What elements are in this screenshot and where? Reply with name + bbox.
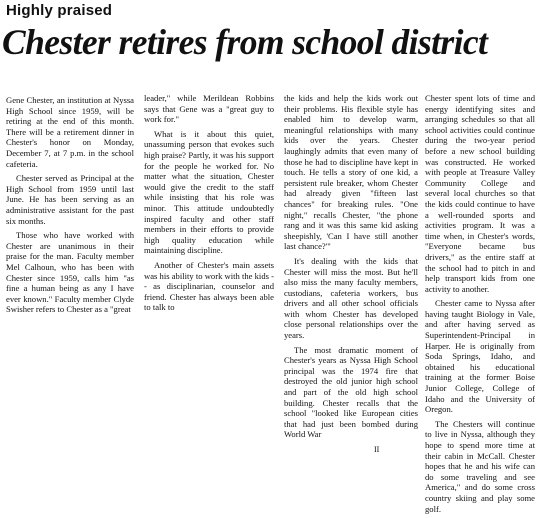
article-column-4 <box>425 93 535 518</box>
paragraph: What is it about this quiet, unassuming person that evokes such high praise? Partly, it was his support for the people he worked for. No matter what the situation, Chester would give the credit to the staff while insisting that his role was minor. This attitude undoubtedly inspired faculty and other staff members in their efforts to provide high quality education while maintaining discipline. <box>144 128 274 256</box>
paragraph: Chester spent lots of time and energy identifying sites and arranging schedules so that all school activities could continue during the two-year period before a new school building was constructed. He worked with people at Treasure Valley Community College and several local churches so that the kids could continue to have a well-rounded sports and activities program. It was a time when, in Chester's words, "Everyone became bus drivers," as the entire staff at the school had to pitch in and help transport kids from one activity to another. <box>425 93 535 294</box>
article-column-2 <box>144 93 274 317</box>
paragraph: leader," while Merildean Robbins says that Gene was a "great guy to work for." <box>144 93 274 125</box>
paragraph: the kids and help the kids work out their problems. His flexible style has enabled him to develop warm, meaningful relationships with many kids over the years. Chester laughingly admits that even many of those he had to discipline have kept in touch. He tells a story of one kid, a persistent rule breaker, whom Chester had already given "fifteen last chances" for breaking rules. "One night," recalls Chester, "the phone rang and it was this same kid asking sheepishly, 'Can I have still another last chance?'" <box>284 93 418 252</box>
paragraph: Those who have worked with Chester are unanimous in their praise for the man. Faculty member Mel Calhoun, who has been with Chester since 1959, calls him "as fine a human being as any I have ever known." Faculty member Clyde Swisher refers to Chester as a "great <box>6 230 134 315</box>
article-kicker: Highly praised <box>6 2 113 19</box>
page-number: II <box>374 445 380 454</box>
paragraph: The Chesters will continue to live in Nyssa, although they hope to spend more time at their cabin in McCall. Chester hopes that he and his wife can do some traveling and see America," and do some cross country skiing and play some golf. <box>425 418 535 514</box>
article-headline: Chester retires from school district <box>2 22 488 62</box>
paragraph: Another of Chester's main assets was his ability to work with the kids -- as disciplinarian, counselor and friend. Chester has always been able to talk to <box>144 259 274 313</box>
paragraph: It's dealing with the kids that Chester will miss the most. But he'll also miss the many faculty members, custodians, cafeteria workers, bus drivers and all other school officials with whom Chester has developed close personal relationships over the years. <box>284 255 418 341</box>
article-column-1 <box>6 95 134 319</box>
article-column-3 <box>284 93 418 444</box>
paragraph: The most dramatic moment of Chester's years as Nyssa High School principal was the 1974 fire that destroyed the old junior high school and part of the old high school building. Chester recalls that the school "looked like European cities that had just been bombed during World War <box>284 344 418 440</box>
paragraph: Chester came to Nyssa after having taught Biology in Vale, and after having served as Superintendent-Principal in Harper. He is originally from Soda Springs, Idaho, and obtained his educational training at the former Boise Junior College, College of Idaho and the University of Oregon. <box>425 298 535 415</box>
paragraph: Gene Chester, an institution at Nyssa High School since 1959, will be retiring at the end of this month. There will be a retirement dinner in Chester's honor on Monday, December 7, at 7 p.m. in the school cafeteria. <box>6 95 134 169</box>
paragraph: Chester served as Principal at the High School from 1959 until last June. He has been serving as an administrative assistant for the past six months. <box>6 173 134 226</box>
